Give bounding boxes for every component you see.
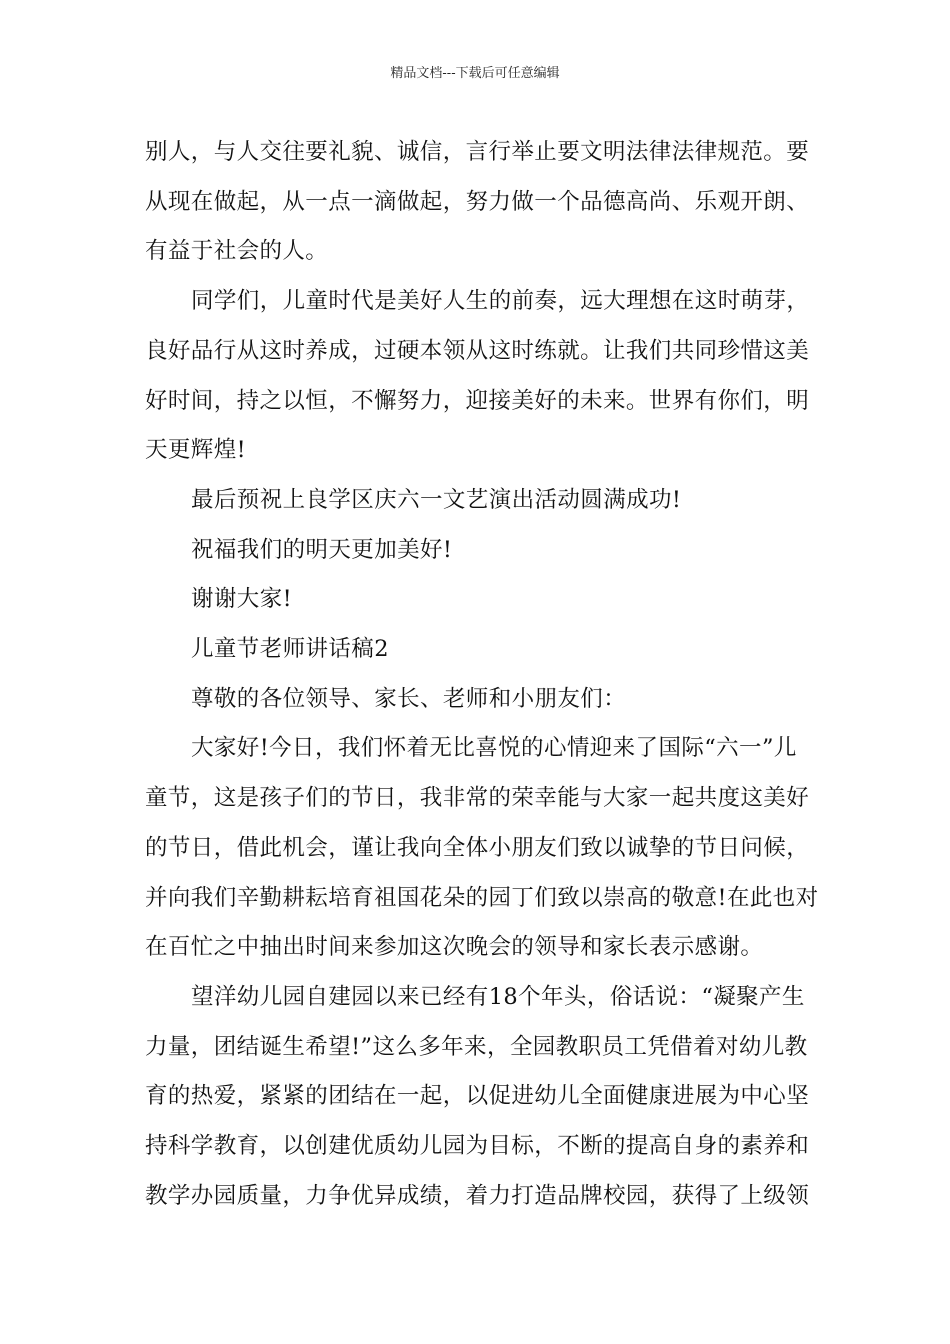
text-line: 最后预祝上良学区庆六一文艺演出活动圆满成功! xyxy=(191,486,682,513)
text-line: 从现在做起，从一点一滴做起，努力做一个品德高尚、乐观开朗、 xyxy=(145,188,810,215)
text-line: 在百忙之中抽出时间来参加这次晚会的领导和家长表示感谢。 xyxy=(145,934,764,961)
text-line: 儿童节老师讲话稿2 xyxy=(191,636,389,663)
text-line: 并向我们辛勤耕耘培育祖国花朵的园丁们致以崇高的敬意!在此也对 xyxy=(145,884,819,911)
text-line: 童节，这是孩子们的节日，我非常的荣幸能与大家一起共度这美好 xyxy=(145,785,810,812)
text-line: 教学办园质量，力争优异成绩，着力打造品牌校园，获得了上级领 xyxy=(145,1182,810,1209)
text-line: 持科学教育，以创建优质幼儿园为目标，不断的提高自身的素养和 xyxy=(145,1133,810,1160)
text-line: 谢谢大家! xyxy=(191,586,293,613)
text-line: 的节日，借此机会，谨让我向全体小朋友们致以诚挚的节日问候， xyxy=(145,834,810,861)
text-line: 育的热爱，紧紧的团结在一起，以促进幼儿全面健康进展为中心坚 xyxy=(145,1083,810,1110)
text-line: 别人，与人交往要礼貌、诚信，言行举止要文明法律法律规范。要 xyxy=(145,139,810,165)
text-line: 良好品行从这时养成，过硬本领从这时练就。让我们共同珍惜这美 xyxy=(145,337,810,364)
text-line: 有益于社会的人。 xyxy=(145,238,329,265)
text-line: 天更辉煌! xyxy=(145,437,247,464)
text-line: 望洋幼儿园自建园以来已经有18个年头，俗话说：“凝聚产生 xyxy=(191,983,805,1010)
text-line: 力量，团结诞生希望!”这么多年来，全园教职员工凭借着对幼儿教 xyxy=(145,1033,808,1060)
page-header: 精品文档---下载后可任意编辑 xyxy=(390,66,560,81)
text-line: 尊敬的各位领导、家长、老师和小朋友们： xyxy=(191,685,627,712)
text-line: 好时间，持之以恒，不懈努力，迎接美好的未来。世界有你们，明 xyxy=(145,387,810,414)
text-line: 祝福我们的明天更加美好! xyxy=(191,536,453,563)
document-body xyxy=(145,128,819,1221)
text-line: 同学们，儿童时代是美好人生的前奏，远大理想在这时萌芽， xyxy=(191,288,810,315)
text-line: 大家好!今日，我们怀着无比喜悦的心情迎来了国际“六一”儿 xyxy=(191,735,797,762)
